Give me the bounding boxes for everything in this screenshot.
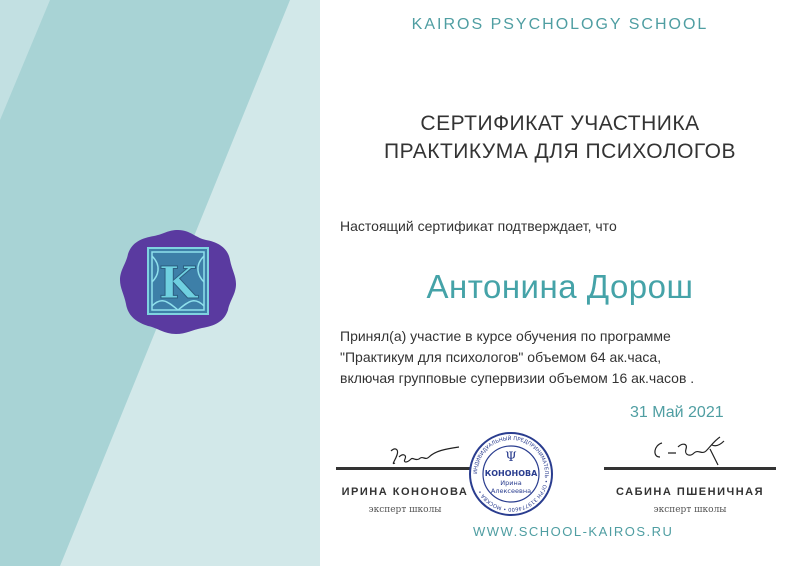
title-line-1: СЕРТИФИКАТ УЧАСТНИКА	[420, 112, 700, 135]
certificate-body	[340, 326, 780, 389]
psi-icon: Ψ	[505, 450, 517, 465]
issue-date: 31 Май 2021	[630, 404, 724, 421]
body-line-3: включая групповые супервизии объемом 16 ак.часов .	[340, 370, 695, 386]
school-logo-badge	[118, 226, 238, 341]
official-stamp	[468, 431, 554, 522]
badge-letter: K	[158, 258, 198, 309]
recipient-name: Антонина Дорош	[426, 268, 694, 305]
stamp-given-name: Ирина	[500, 479, 522, 487]
body-line-2: "Практикум для психологов" объемом 64 ак.часа,	[340, 349, 662, 365]
stamp-name: КОНОНОВА	[484, 469, 538, 478]
stamp-ring-text: ИНДИВИДУАЛЬНЫЙ ПРЕДПРИНИМАТЕЛЬ • ОГРН 319774600 • МОСКВА •	[472, 435, 550, 513]
signature-1-line	[336, 467, 474, 470]
signature-1-role: эксперт школы	[368, 505, 442, 515]
title-line-2: ПРАКТИКУМА ДЛЯ ПСИХОЛОГОВ	[384, 140, 736, 163]
certificate-title	[330, 110, 790, 166]
signature-1-handwriting	[385, 443, 465, 476]
signature-1-name: ИРИНА КОНОНОВА	[341, 486, 469, 498]
stamp-patronymic: Алексеевна	[490, 487, 532, 495]
confirmation-text: Настоящий сертификат подтверждает, что	[340, 218, 617, 234]
school-name: KAIROS PSYCHOLOGY SCHOOL	[411, 16, 709, 33]
signature-2-line	[604, 467, 776, 470]
body-line-1: Принял(а) участие в курсе обучения по программе	[340, 328, 671, 344]
signature-2-role: эксперт школы	[653, 505, 727, 515]
signature-2-name: САБИНА ПШЕНИЧНАЯ	[615, 486, 765, 498]
school-website-link[interactable]: WWW.SCHOOL-KAIROS.RU	[473, 524, 674, 539]
